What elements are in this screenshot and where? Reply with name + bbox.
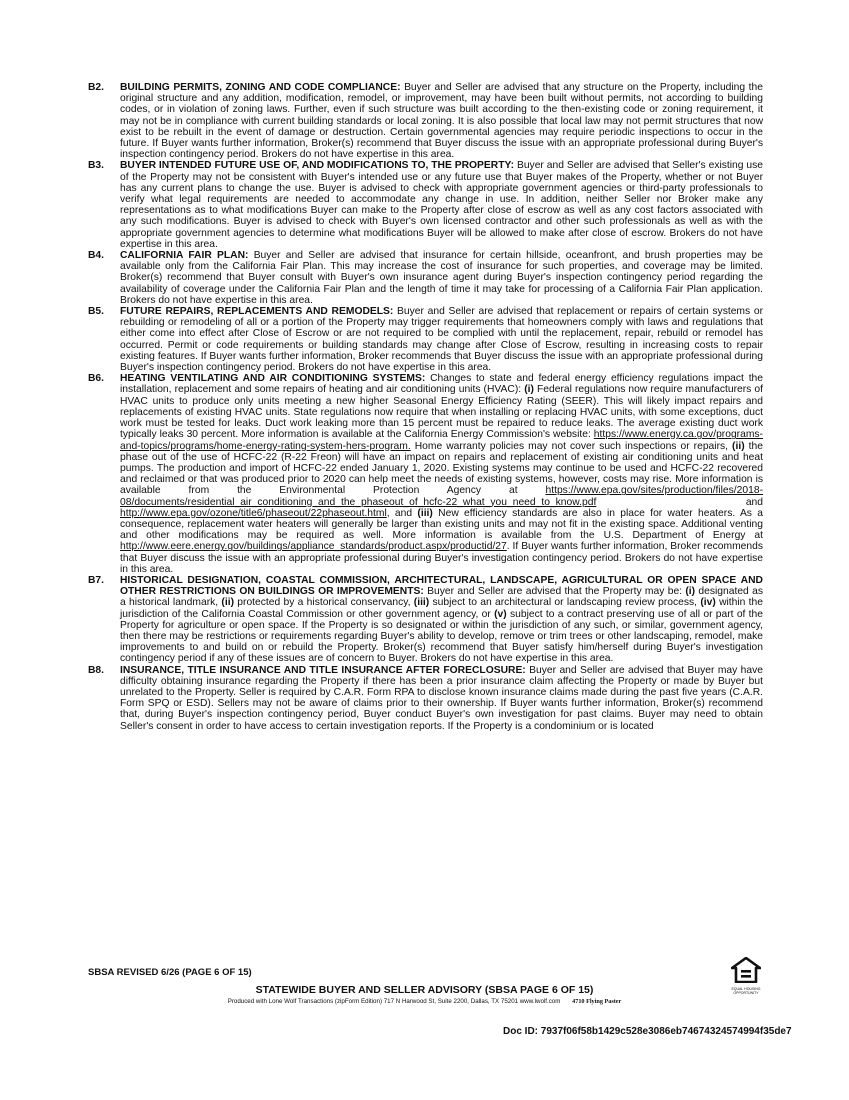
section-number: B2. bbox=[88, 82, 105, 93]
section-text: Buyer and Seller are advised that replacement or repairs of certain systems or rebuilding or remodeling of all or a portion of the Property may trigger requirements that homeowners comply with laws and regulations that either come into effect after Close of Escrow or are not required to be complied with until the replacement, repair, rebuild or remodel has occurred. Permit or code requirements or building standards may change after Close of Escrow, resulting in increasing costs to repair existing features. If Buyer wants further information, Broker recommends that Buyer discuss the issue with an appropriate professional during Buyer's inspection contingency period. Brokers do not have expertise in this area. bbox=[120, 306, 763, 374]
item-marker: (v) bbox=[494, 608, 507, 620]
section-heading: HEATING VENTILATING AND AIR CONDITIONING SYSTEMS: bbox=[120, 373, 431, 385]
reference-link[interactable]: https://www.epa.gov/sites/production/files/2018-08/documents/residential_air_conditioning_and_the_phaseout_of_hcfc-22_what_you_need_to_know.pdf bbox=[120, 485, 763, 508]
section-heading: INSURANCE, TITLE INSURANCE AND TITLE INSURANCE AFTER FORECLOSURE: bbox=[120, 664, 530, 676]
item-marker: (iii) bbox=[417, 507, 433, 519]
section-number: B4. bbox=[88, 250, 105, 262]
section-number: B6. bbox=[88, 373, 105, 385]
item-marker: (ii) bbox=[732, 440, 745, 452]
section-number: B3. bbox=[88, 160, 105, 172]
item-marker: (iv) bbox=[700, 597, 716, 609]
section-heading: BUILDING PERMITS, ZONING AND CODE COMPLIANCE: bbox=[120, 82, 405, 93]
section-text: Changes to state and federal energy efficiency regulations impact the installation, replacement and some repairs of heating and air conditioning units (HVAC): bbox=[120, 373, 764, 396]
producer-text: Produced with Lone Wolf Transactions (zipForm Edition) 717 N Harwood St, Suite 2200, Dallas, TX 75201 bbox=[227, 998, 519, 1005]
section-text: Buyer and Seller are advised that Seller's existing use of the Property may not be consistent with Buyer's intended use or any future use that Buyer makes of the Property, whether or not Buyer has any current plans to change the use. Buyer is advised to check with appropriate government agencies or third-party professionals to verify what legal requirements are needed to accommodate any change in use. In addition, neither Seller nor Broker make any representations as to what modifications Buyer can make to the Property after close of escrow as well as any cost factors associated with any such modifications. Buyer is advised to check with Buyer's own licensed contractor and other such professionals as well as with the appropriate government agencies to determine what modifications Buyer will be allowed to make after close of escrow. Brokers do not have expertise in this area. bbox=[120, 160, 763, 250]
doc-id-value: 7937f06f58b1429c528e3086eb74674324574994f35de7 bbox=[540, 1026, 792, 1037]
section-b3 bbox=[88, 160, 763, 250]
document-body bbox=[88, 82, 763, 732]
section-number: B8. bbox=[88, 664, 105, 676]
doc-id bbox=[503, 1026, 792, 1037]
item-marker: (i) bbox=[524, 384, 534, 396]
section-text: designated as a historical landmark, bbox=[120, 586, 763, 609]
section-text: Buyer and Seller are advised that Buyer may have difficulty obtaining insurance regarding the Property if there has been a prior insurance claim affecting the Property or made by Buyer but unrelated to the Property. Seller is required by C.A.R. Form RPA to disclose known insurance claims made during the past five years (C.A.R. Form SPQ or ESD). Sellers may not be aware of claims prior to their ownership. If Buyer wants further information, Broker(s) recommend that, during Buyer's inspection contingency period, Buyer conduct Buyer's own investigation for past claims. Buyer may need to obtain Seller's consent in order to have access to certain investigation reports. If the Property is a condominium or is located bbox=[120, 664, 763, 732]
section-text: Buyer and Seller are advised that the Property may be: bbox=[427, 586, 686, 598]
equal-housing-icon bbox=[731, 957, 761, 983]
section-text: Federal regulations now require manufacturers of HVAC units to produce only units meeting a new higher Seasonal Energy Efficiency Rating (SEER). This will likely impact repairs and replacements of existing HVAC units. State regulations now require that when installing or replacing HVAC units, with some exceptions, duct work must be tested for leaks. Duct work leaking more than 15 percent must be repaired to reduce leaks. The average existing duct work typically leaks 30 percent. More information is available at the California Energy Commission's website: bbox=[120, 384, 763, 441]
section-b4 bbox=[88, 250, 763, 306]
section-text: . If Buyer wants further information, Broker recommends that Buyer discuss the issue with an appropriate professional during Buyer's investigation contingency period. Brokers do not have expertise in this area. bbox=[120, 541, 763, 575]
producer-line bbox=[0, 998, 849, 1005]
doc-id-label: Doc ID: bbox=[503, 1026, 538, 1037]
section-heading: CALIFORNIA FAIR PLAN: bbox=[120, 250, 254, 262]
section-b6 bbox=[88, 373, 763, 575]
sections-list bbox=[88, 82, 763, 732]
section-number: B7. bbox=[88, 574, 105, 586]
section-b7 bbox=[88, 575, 763, 665]
section-text: , and bbox=[386, 507, 418, 519]
section-text: protected by a historical conservancy, bbox=[234, 597, 414, 609]
section-text: Home warranty policies may not cover such inspections or repairs, bbox=[410, 440, 733, 452]
section-b2 bbox=[88, 82, 763, 160]
section-text: within the jurisdiction of the California Coastal Commission or other government agency, or bbox=[120, 597, 763, 620]
equal-housing-caption: EQUAL HOUSING OPPORTUNITY bbox=[731, 987, 761, 995]
item-marker: (ii) bbox=[221, 597, 235, 609]
section-text: Buyer and Seller are advised that insurance for certain hillside, oceanfront, and brush properties may be available only from the California Fair Plan. This may increase the cost of insurance for such properties, and coverage may be limited. Broker(s) recommend that Buyer consult with Buyer's own insurance agent during Buyer's inspection contingency period regarding the availability of coverage under the California Fair Plan and the length of time it may take for processing of a California Fair Plan application. Brokers do not have expertise in this area. bbox=[120, 250, 763, 306]
item-marker: (iii) bbox=[413, 597, 430, 609]
form-title: STATEWIDE BUYER AND SELLER ADVISORY (SBSA PAGE 6 OF 15) bbox=[255, 984, 594, 996]
reference-link[interactable]: http://www.epa.gov/ozone/title6/phaseout/22phaseout.html bbox=[120, 507, 387, 519]
reference-link[interactable]: http://www.eere.energy.gov/buildings/appliance_standards/product.aspx/productid/27 bbox=[120, 541, 507, 553]
property-address: 4710 Flying Paster bbox=[572, 998, 622, 1005]
form-revision: SBSA REVISED 6/26 (PAGE 6 OF 15) bbox=[88, 967, 252, 978]
section-b5 bbox=[88, 306, 763, 373]
section-number: B5. bbox=[88, 306, 105, 318]
section-text: New efficiency standards are also in place for water heaters. As a consequence, replacement water heaters will generally be larger than existing units and may not fit in the existing space. Additional venting and other modifications may be required as well. More information is available from the U.S. Department of Energy at bbox=[120, 507, 763, 542]
producer-link[interactable]: www.lwolf.com bbox=[519, 998, 561, 1005]
item-marker: (i) bbox=[685, 586, 696, 598]
reference-link[interactable]: https://www.energy.ca.gov/programs-and-topics/programs/home-energy-rating-system-hers-program. bbox=[120, 429, 763, 452]
section-heading: HISTORICAL DESIGNATION, COASTAL COMMISSION, ARCHITECTURAL, LANDSCAPE, AGRICULTURAL OR OPEN SPACE AND OTHER RESTRICTIONS ON BUILDINGS OR IMPROVEMENTS: bbox=[120, 574, 763, 598]
section-heading: BUYER INTENDED FUTURE USE OF, AND MODIFICATIONS TO, THE PROPERTY: bbox=[120, 160, 517, 172]
section-b8 bbox=[88, 665, 763, 732]
section-heading: FUTURE REPAIRS, REPLACEMENTS AND REMODELS: bbox=[120, 306, 398, 318]
section-text: Buyer and Seller are advised that any structure on the Property, including the original structure and any addition, modification, remodel, or improvement, may have been built without permits, not according to building codes, or in violation of zoning laws. Further, even if such structure was built according to the then-existing code or zoning requirement, it may not be in compliance with current building standards or local zoning. It is also possible that local law may not permit structures that now exist to be rebuilt in the event of damage or destruction. Certain governmental agencies may require periodic inspections to occur in the future. If Buyer wants further information, Broker(s) recommend that Buyer discuss the issue with an appropriate professional during Buyer's inspection contingency period. Brokers do not have expertise in this area. bbox=[120, 82, 764, 161]
section-text: subject to an architectural or landscaping review process, bbox=[429, 597, 701, 609]
section-text: the phase out of the use of HCFC-22 (R-22 Freon) will have an impact on repairs and replacement of existing air conditioning units and heat pumps. The production and import of HCFC-22 ended January 1, 2020. Existing systems may continue to be used and HCFC-22 recovered and reclaimed or that was produced prior to 2020 can help meet the needs of existing systems, however, costs may rise. More information is available from the Environmental Protection Agency at bbox=[120, 440, 763, 497]
section-text: and bbox=[596, 496, 763, 508]
section-text: subject to a contract preserving use of all or part of the Property for agriculture or open space. If the Property is so designated or within the jurisdiction of any such, or similar, government agency, then there may be restrictions or requirements regarding Buyer's ability to develop, remove or trim trees or other landscaping, remodel, make improvements to and build on or rebuild the Property. Broker(s) recommend that Buyer satisfy him/herself during Buyer's investigation contingency period if any of these issues are of concern to Buyer. Brokers do not have expertise in this area. bbox=[120, 608, 763, 665]
